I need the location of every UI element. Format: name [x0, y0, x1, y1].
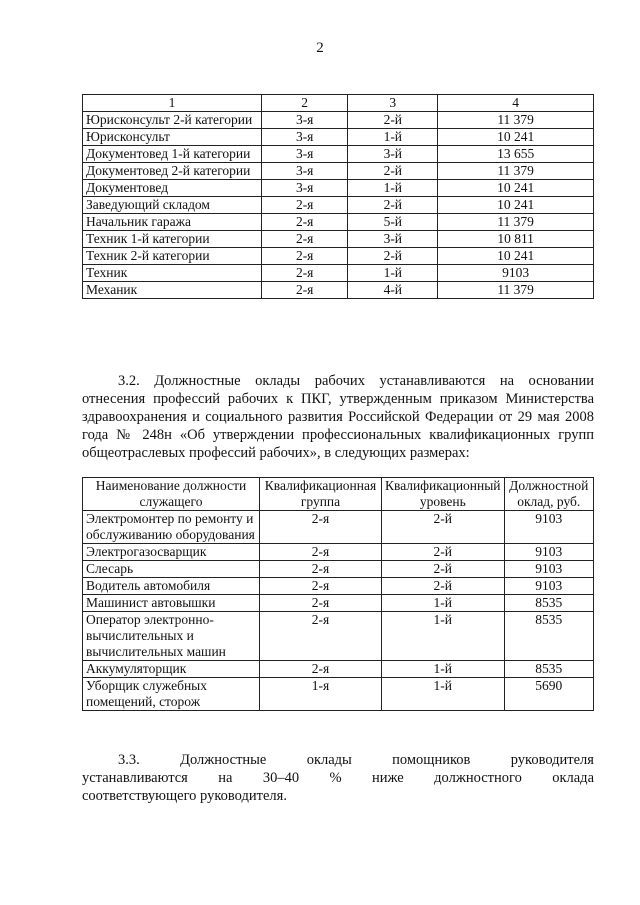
table-row [83, 112, 594, 129]
level-cell: 1-й [382, 678, 505, 711]
table-row [83, 248, 594, 265]
word: 3.3. [118, 752, 140, 768]
word: оклада [552, 770, 594, 786]
table-row [83, 678, 594, 711]
table-row [83, 163, 594, 180]
header-cell: Квалификационный уровень [382, 478, 505, 511]
group-cell: 3-я [262, 163, 348, 180]
position-cell: Слесарь [83, 561, 260, 578]
group-cell: 2-я [260, 578, 382, 595]
salary-cell: 11 379 [438, 282, 594, 299]
level-cell: 3-й [348, 146, 438, 163]
level-cell: 2-й [382, 561, 505, 578]
salary-cell: 10 811 [438, 231, 594, 248]
header-cell: 3 [348, 95, 438, 112]
group-cell: 2-я [262, 214, 348, 231]
level-cell: 1-й [382, 612, 505, 661]
group-cell: 3-я [262, 146, 348, 163]
table-row [83, 265, 594, 282]
level-cell: 2-й [348, 112, 438, 129]
word: должностного [434, 770, 522, 786]
salary-cell: 11 379 [438, 214, 594, 231]
position-cell: Документовед 2-й категории [83, 163, 262, 180]
salary-cell: 9103 [504, 511, 593, 544]
level-cell: 2-й [348, 163, 438, 180]
table-row [83, 214, 594, 231]
header-cell: 2 [262, 95, 348, 112]
level-cell: 3-й [348, 231, 438, 248]
paragraph-3-2 [82, 372, 594, 462]
group-cell: 2-я [262, 248, 348, 265]
salary-table-employees [82, 94, 594, 299]
paragraph-line: соответствующего руководителя. [82, 788, 287, 804]
salary-cell: 13 655 [438, 146, 594, 163]
word: ниже [371, 770, 404, 786]
group-cell: 2-я [262, 282, 348, 299]
salary-cell: 9103 [504, 544, 593, 561]
position-cell: Начальник гаража [83, 214, 262, 231]
page-number: 2 [316, 40, 324, 56]
level-cell: 2-й [348, 248, 438, 265]
position-cell: Юрисконсульт [83, 129, 262, 146]
table-header-row [83, 478, 594, 511]
header-cell: 1 [83, 95, 262, 112]
position-cell: Техник [83, 265, 262, 282]
position-cell: Техник 1-й категории [83, 231, 262, 248]
table-row [83, 661, 594, 678]
paragraph-3-3 [82, 751, 594, 805]
position-cell: Водитель автомобиля [83, 578, 260, 595]
table-header-row [83, 95, 594, 112]
header-cell: Наименование должности служащего [83, 478, 260, 511]
position-cell: Электромонтер по ремонту и обслуживанию оборудования [83, 511, 260, 544]
group-cell: 1-я [260, 678, 382, 711]
salary-cell: 11 379 [438, 163, 594, 180]
salary-cell: 10 241 [438, 248, 594, 265]
salary-cell: 5690 [504, 678, 593, 711]
salary-cell: 8535 [504, 612, 593, 661]
table-row [83, 231, 594, 248]
group-cell: 2-я [262, 231, 348, 248]
group-cell: 2-я [260, 595, 382, 612]
table-row [83, 197, 594, 214]
table-row [83, 578, 594, 595]
word: оклады [306, 752, 352, 768]
table-row [83, 180, 594, 197]
salary-cell: 11 379 [438, 112, 594, 129]
salary-cell: 10 241 [438, 129, 594, 146]
paragraph-text: 3.2. Должностные оклады рабочих устанавливаются на основании отнесения профессий рабочих к ПКГ, утвержденным приказом Министерства здравоохранения и социального развития Российской Федерации от 29 мая 2008 года № 248н «Об утверждении профессиональных квалификационных групп общеотраслевых профессий рабочих», в следующих размерах: [82, 373, 594, 461]
word: помощников [392, 752, 471, 768]
paragraph-line [82, 769, 594, 787]
position-cell: Электрогазосварщик [83, 544, 260, 561]
position-cell: Техник 2-й категории [83, 248, 262, 265]
position-cell: Машинист автовышки [83, 595, 260, 612]
level-cell: 1-й [348, 180, 438, 197]
group-cell: 2-я [260, 561, 382, 578]
group-cell: 2-я [262, 197, 348, 214]
level-cell: 1-й [382, 661, 505, 678]
group-cell: 3-я [262, 112, 348, 129]
group-cell: 2-я [260, 544, 382, 561]
header-cell: Квалификационная группа [260, 478, 382, 511]
word: на [218, 770, 233, 786]
group-cell: 3-я [262, 180, 348, 197]
position-cell: Заведующий складом [83, 197, 262, 214]
level-cell: 2-й [382, 578, 505, 595]
table-row [83, 561, 594, 578]
level-cell: 2-й [382, 544, 505, 561]
header-cell: 4 [438, 95, 594, 112]
group-cell: 2-я [260, 661, 382, 678]
level-cell: 1-й [348, 265, 438, 282]
position-cell: Аккумуляторщик [83, 661, 260, 678]
salary-cell: 8535 [504, 661, 593, 678]
table-row [83, 595, 594, 612]
paragraph-line [82, 751, 594, 769]
table-row [83, 612, 594, 661]
level-cell: 2-й [382, 511, 505, 544]
position-cell: Документовед [83, 180, 262, 197]
position-cell: Оператор электронно-вычислительных и вычислительных машин [83, 612, 260, 661]
group-cell: 2-я [260, 612, 382, 661]
level-cell: 5-й [348, 214, 438, 231]
table-row [83, 146, 594, 163]
salary-cell: 9103 [504, 561, 593, 578]
level-cell: 1-й [348, 129, 438, 146]
word: Должностные [180, 752, 267, 768]
level-cell: 4-й [348, 282, 438, 299]
word: % [329, 770, 342, 786]
salary-table-workers [82, 477, 594, 711]
group-cell: 3-я [262, 129, 348, 146]
position-cell: Документовед 1-й категории [83, 146, 262, 163]
table-row [83, 544, 594, 561]
salary-cell: 9103 [438, 265, 594, 282]
salary-cell: 9103 [504, 578, 593, 595]
level-cell: 1-й [382, 595, 505, 612]
group-cell: 2-я [260, 511, 382, 544]
level-cell: 2-й [348, 197, 438, 214]
word: руководителя [510, 752, 594, 768]
header-cell: Должностной оклад, руб. [504, 478, 593, 511]
salary-cell: 10 241 [438, 180, 594, 197]
salary-cell: 8535 [504, 595, 593, 612]
position-cell: Уборщик служебных помещений, сторож [83, 678, 260, 711]
salary-cell: 10 241 [438, 197, 594, 214]
table-row [83, 129, 594, 146]
table-row [83, 511, 594, 544]
table-row [83, 282, 594, 299]
group-cell: 2-я [262, 265, 348, 282]
position-cell: Юрисконсульт 2-й категории [83, 112, 262, 129]
position-cell: Механик [83, 282, 262, 299]
word: 30–40 [262, 770, 300, 786]
word: устанавливаются [82, 770, 188, 786]
